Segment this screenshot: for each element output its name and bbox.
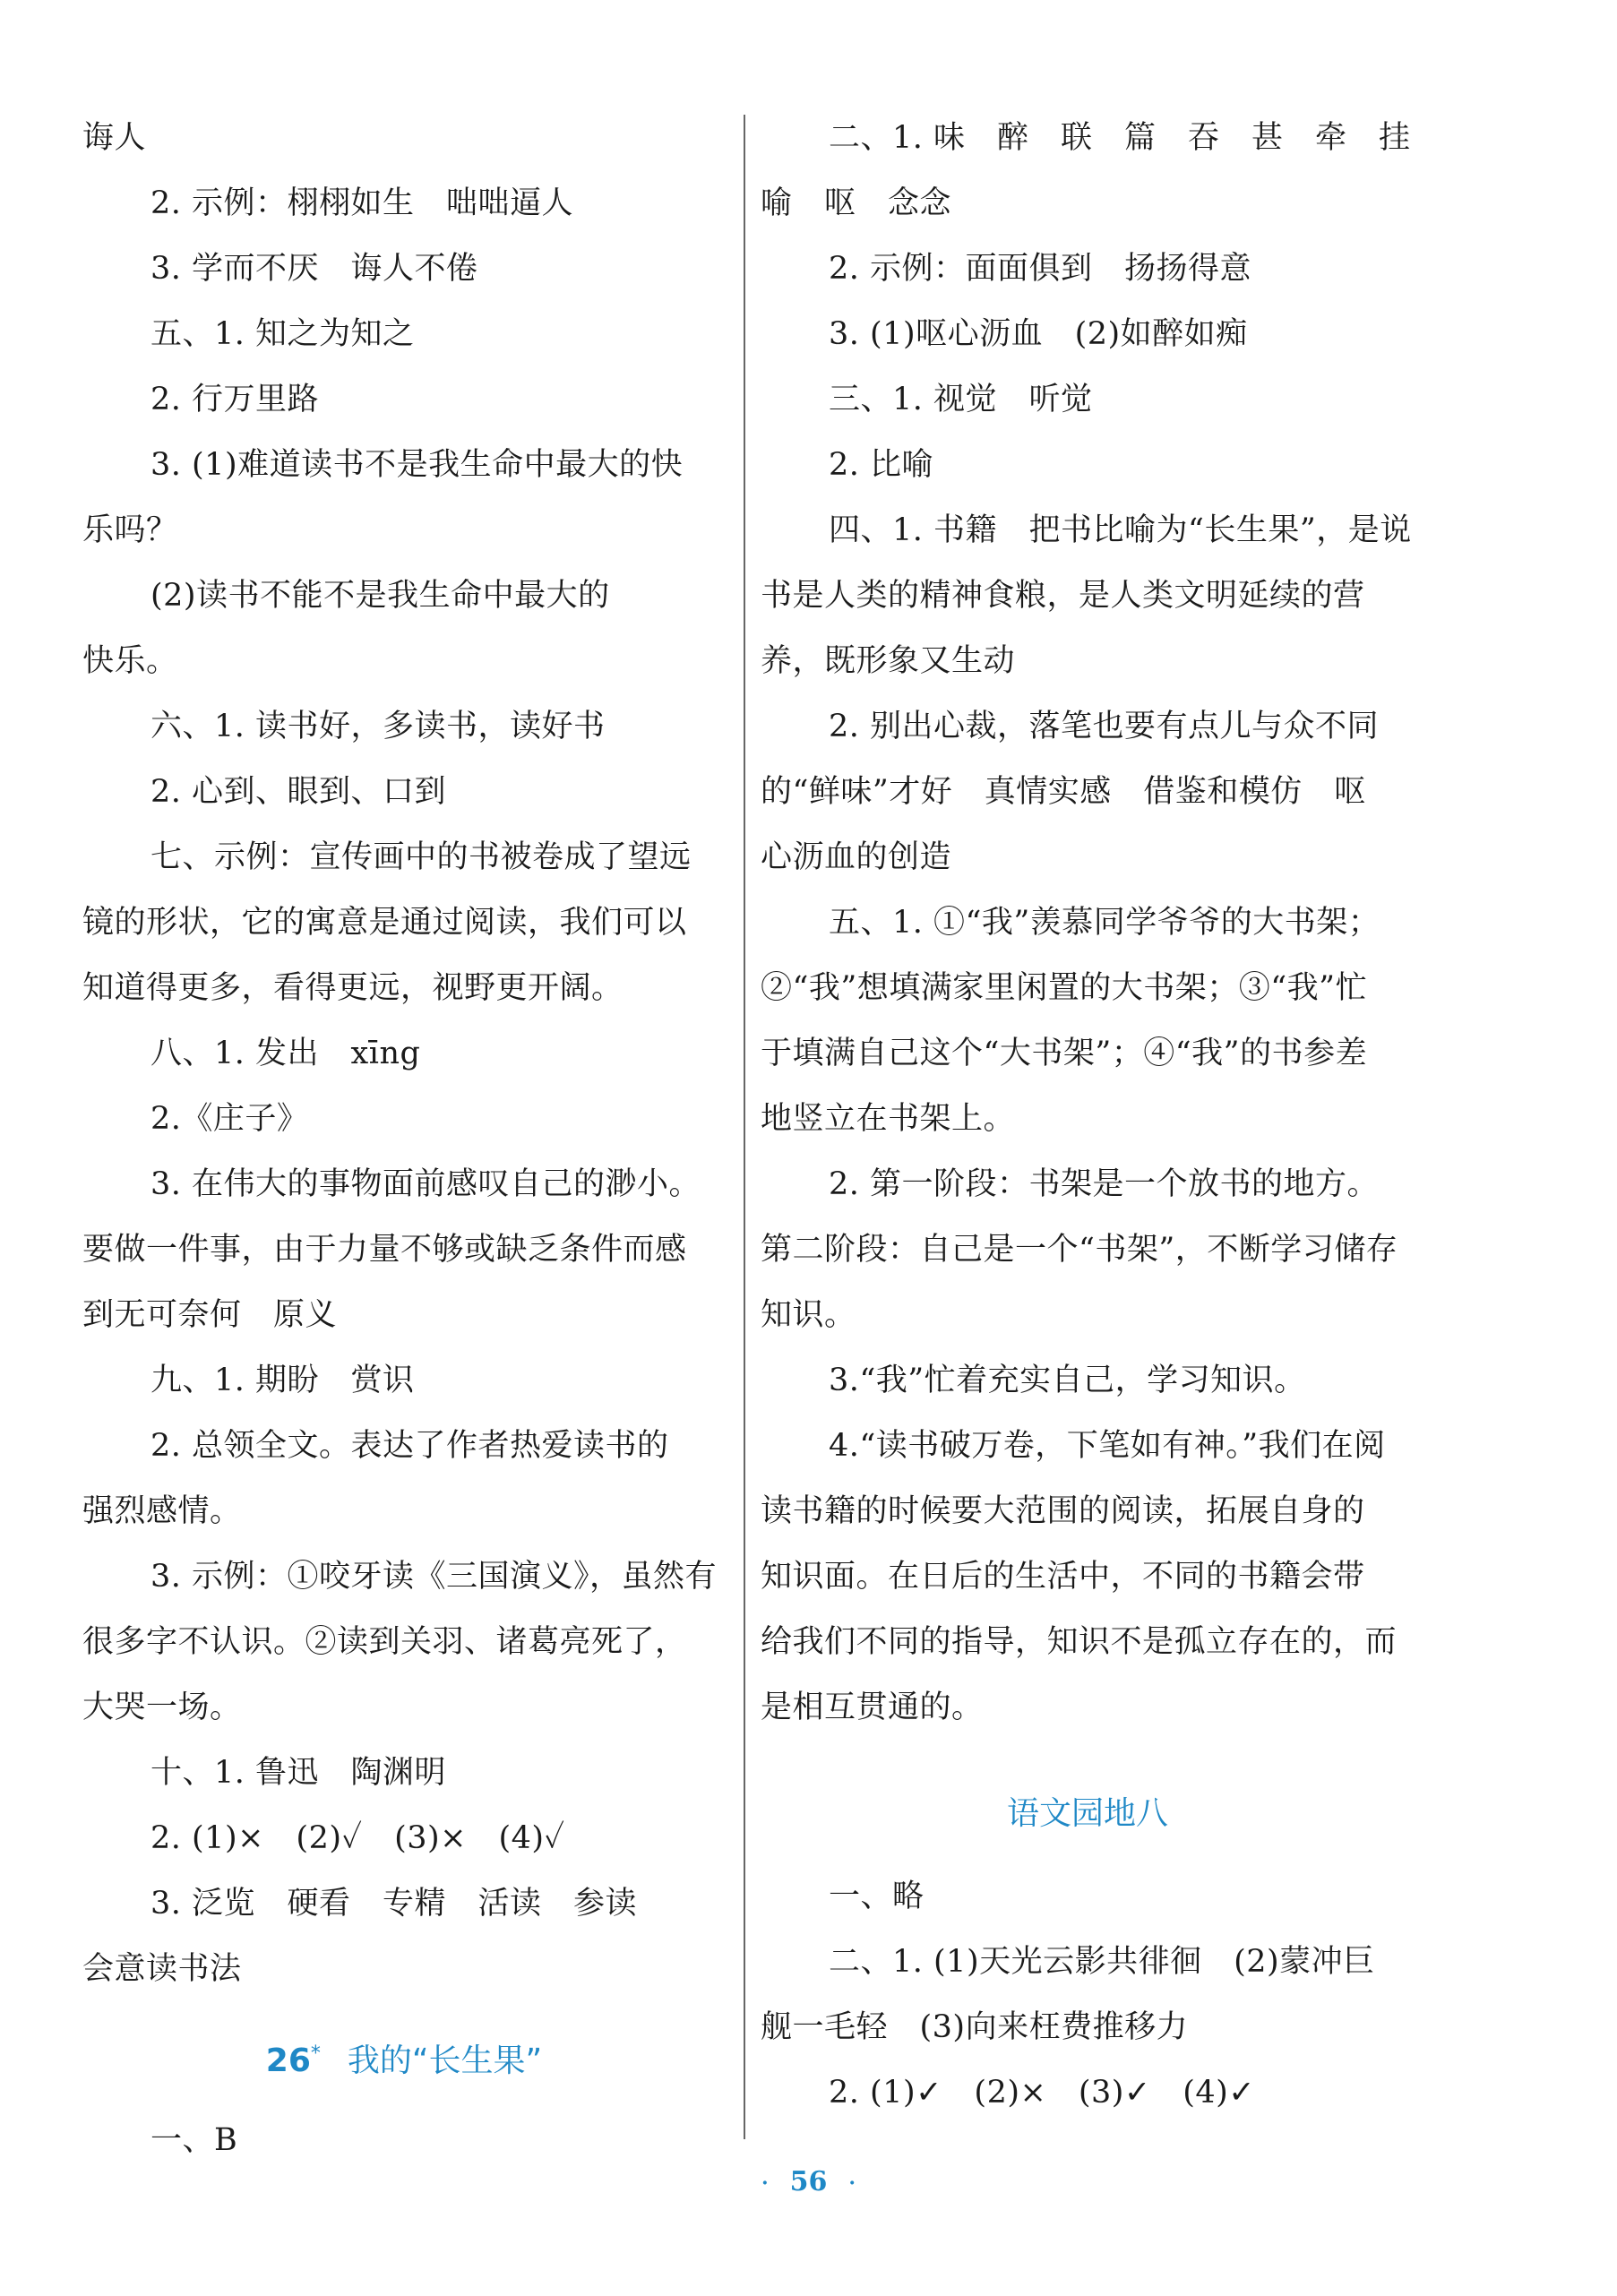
left-column <box>82 106 726 2173</box>
section-title-star: * <box>310 2042 321 2065</box>
page-number <box>0 2166 1617 2197</box>
answer-line: 知识。 <box>761 1297 856 1333</box>
answer-line: 到无可奈何 原义 <box>82 1297 338 1333</box>
answer-line: 给我们不同的指导，知识不是孤立存在的，而 <box>761 1624 1398 1660</box>
answer-line: 于填满自己这个“大书架”；④“我”的书参差 <box>761 1036 1368 1071</box>
answer-line: 快乐。 <box>82 643 178 679</box>
answer-line: 诲人 <box>82 120 147 156</box>
section-title-lesson-26 <box>82 2011 726 2097</box>
answer-line: 4.“读书破万卷，下笔如有神。”我们在阅 <box>829 1428 1386 1464</box>
right-column <box>761 106 1415 2126</box>
answer-line: 书是人类的精神食粮，是人类文明延续的营 <box>761 578 1365 614</box>
answer-line: 2. (1)✓ (2)× (3)✓ (4)✓ <box>829 2075 1256 2111</box>
answer-line: 2. 比喻 <box>829 447 934 483</box>
answer-line: 五、1. ①“我”羡慕同学爷爷的大书架； <box>829 905 1380 941</box>
answer-lines-left-top <box>82 106 726 2002</box>
answer-line: 二、1. 味 醉 联 篇 吞 甚 牵 挂 <box>829 120 1411 156</box>
section-title-chinese-garden-8 <box>761 1764 1415 1864</box>
answer-line: 四、1. 书籍 把书比喻为“长生果”，是说 <box>829 512 1412 548</box>
answer-line: 喻 呕 念念 <box>761 185 952 221</box>
answer-line: 3. 示例：①咬牙读《三国演义》，虽然有 <box>151 1559 718 1595</box>
answer-line: 镜的形状，它的寓意是通过阅读，我们可以 <box>82 905 687 941</box>
section-title-text: 我的“长生果” <box>347 2042 543 2079</box>
answer-line: 3.“我”忙着充实自己，学习知识。 <box>829 1363 1306 1398</box>
answer-line: 会意读书法 <box>82 1951 242 1987</box>
answer-line: 一、B <box>151 2122 238 2158</box>
answer-line: 3. 泛览 硬看 专精 活读 参读 <box>151 1886 638 1922</box>
answer-line: 2. 第一阶段：书架是一个放书的地方。 <box>829 1166 1380 1202</box>
page-dot-left: · <box>761 2171 769 2195</box>
answer-line: 五、1. 知之为知之 <box>151 316 415 352</box>
answer-line: 2. 别出心裁，落笔也要有点儿与众不同 <box>829 709 1380 744</box>
answer-line: 是相互贯通的。 <box>761 1690 984 1725</box>
answer-line: 六、1. 读书好，多读书，读好书 <box>151 709 606 744</box>
column-divider <box>744 115 745 2139</box>
answer-line: 地竖立在书架上。 <box>761 1101 1016 1137</box>
answer-line: 三、1. 视觉 听觉 <box>829 382 1093 417</box>
answer-line: 3. (1)难道读书不是我生命中最大的快 <box>151 447 684 483</box>
answer-line: 八、1. 发出 xīng <box>151 1036 421 1071</box>
answer-line: 2. 心到、眼到、口到 <box>151 774 447 810</box>
answer-line: 九、1. 期盼 赏识 <box>151 1363 415 1398</box>
answer-line: 乐吗？ <box>82 512 178 548</box>
answer-line: 很多字不认识。②读到关羽、诸葛亮死了， <box>82 1624 687 1660</box>
answer-line: 要做一件事，由于力量不够或缺乏条件而感 <box>82 1232 687 1268</box>
page-dot-right: · <box>848 2171 856 2195</box>
answer-line: 养，既形象又生动 <box>761 643 1016 679</box>
answer-line: 二、1. (1)天光云影共徘徊 (2)蒙冲巨 <box>829 1944 1375 1980</box>
answer-line: 读书籍的时候要大范围的阅读，拓展自身的 <box>761 1493 1365 1529</box>
answer-line: 2. 行万里路 <box>151 382 320 417</box>
answer-line: 2. 总领全文。表达了作者热爱读书的 <box>151 1428 669 1464</box>
answer-line: (2)读书不能不是我生命中最大的 <box>151 578 610 614</box>
answer-line: 2.《庄子》 <box>151 1101 309 1137</box>
answer-line: 知识面。在日后的生活中，不同的书籍会带 <box>761 1559 1365 1595</box>
answer-line: 2. 示例：栩栩如生 咄咄逼人 <box>151 185 574 221</box>
answer-line: 十、1. 鲁迅 陶渊明 <box>151 1755 447 1791</box>
answer-line: 知道得更多，看得更远，视野更开阔。 <box>82 970 624 1006</box>
section-title-number: 26 <box>265 2042 311 2079</box>
answer-line: 2. 示例：面面俱到 扬扬得意 <box>829 251 1252 287</box>
answer-line: 3. (1)呕心沥血 (2)如醉如痴 <box>829 316 1248 352</box>
answer-line: 3. 在伟大的事物面前感叹自己的渺小。 <box>151 1166 701 1202</box>
section-title-text: 语文园地八 <box>1006 1795 1168 1832</box>
answer-line: 心沥血的创造 <box>761 839 952 875</box>
answer-line: 2. (1)× (2)✓ (3)× (4)✓ <box>151 1820 565 1856</box>
page-number-value: 56 <box>789 2166 828 2197</box>
answer-lines-right-bottom <box>761 1864 1415 2126</box>
answer-line: 3. 学而不厌 诲人不倦 <box>151 251 478 287</box>
answer-line: 一、略 <box>829 1879 925 1914</box>
answer-line: 强烈感情。 <box>82 1493 242 1529</box>
answer-line: 七、示例：宣传画中的书被卷成了望远 <box>151 839 692 875</box>
answer-line: 大哭一场。 <box>82 1690 242 1725</box>
answer-lines-left-bottom <box>82 2108 726 2173</box>
answer-line: ②“我”想填满家里闲置的大书架；③“我”忙 <box>761 970 1368 1006</box>
answer-line: 舰一毛轻 (3)向来枉费推移力 <box>761 2009 1189 2045</box>
answer-line: 的“鲜味”才好 真情实感 借鉴和模仿 呕 <box>761 774 1366 810</box>
answer-line: 第二阶段：自己是一个“书架”，不断学习储存 <box>761 1232 1398 1268</box>
answer-lines-right-top <box>761 106 1415 1741</box>
